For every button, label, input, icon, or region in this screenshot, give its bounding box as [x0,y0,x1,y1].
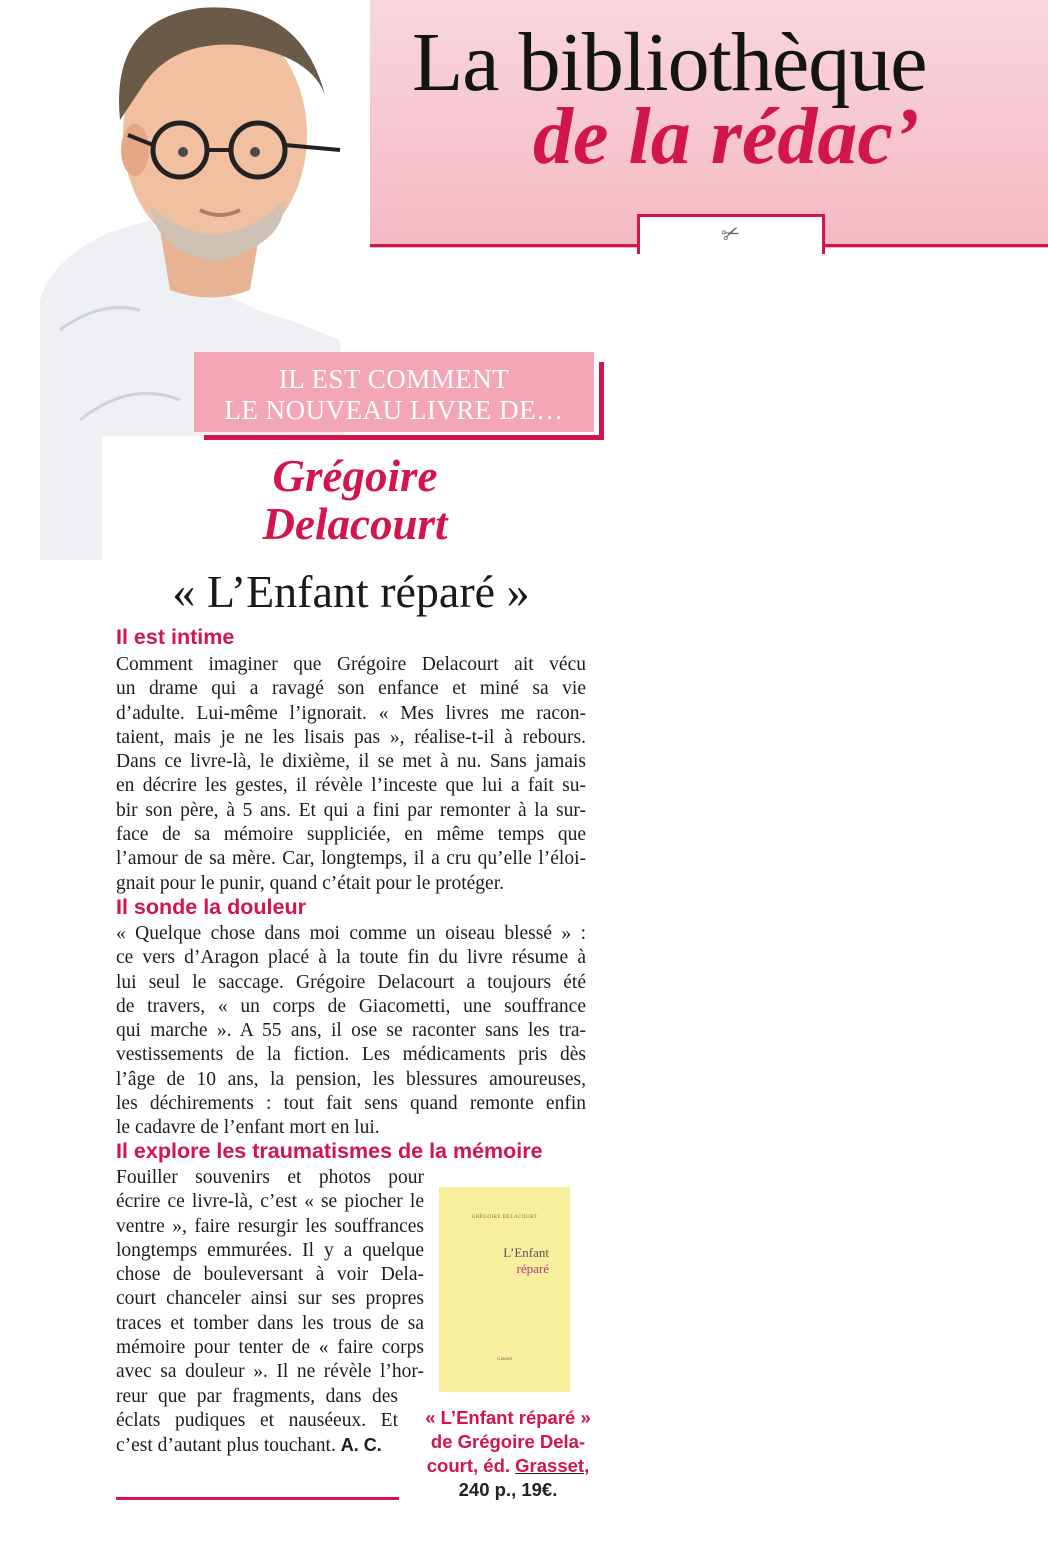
bottom-rule [116,1497,399,1500]
section-body [116,653,586,896]
text-line: Comment imaginer que Grégoire Delacourt ait vécu [116,654,586,675]
caption-byline: de Grégoire Dela- [430,1431,586,1452]
author-initials: A. C. [340,1435,382,1456]
cover-title-line-1: L’Enfant [503,1245,549,1260]
text-line: « Quelque chose dans moi comme un oiseau blessé » : [116,923,586,944]
caption-title: « L’Enfant réparé » [425,1407,591,1428]
caption-comma: , [584,1455,590,1476]
section-body [116,1166,424,1459]
text-line: ventre », faire resurgir les souffrances [116,1215,424,1237]
kicker-line-1: IL EST COMMENT [278,364,510,394]
kicker-line-2: LE NOUVEAU LIVRE DE… [224,395,564,425]
text-line: de travers, « un corps de Giacometti, une souffrance [116,995,586,1017]
text-line: court chanceler ainsi sur ses propres [116,1288,424,1310]
text-line: écrire ce livre-là, c’est « se piocher le [116,1191,424,1213]
page-subtitle: de la rédac’ [533,93,920,181]
book-cover [439,1187,570,1392]
scissors-icon: ✂ [718,219,745,250]
text-line: face de sa mémoire suppliciée, en même temps que [116,824,586,846]
text-line: vestissements de la fiction. Les médicaments pris dès [116,1044,586,1066]
cover-author: GRÉGOIRE DELACOURT [471,1215,538,1220]
text-line: ce vers d’Aragon placé à la toute fin du livre résume à [116,947,586,969]
text-line: longtemps emmurées. Il y a quelque [116,1239,424,1261]
author-first-name: Grégoire [272,451,438,501]
page-title: La bibliothèque [412,16,927,109]
text-line: mémoire pour tenter de « faire corps [116,1337,424,1359]
text-line: chose de bouleversant à voir Dela- [116,1264,424,1286]
text-line: gnait pour le punir, quand c’était pour le protéger. [116,872,505,894]
text-line: l’âge de 10 ans, la pension, les blessures amoureuses, [116,1068,586,1090]
last-line-text: c’est d’autant plus touchant. [116,1435,336,1457]
text-line: qui marche ». A 55 ans, il ose se raconter sans les tra- [116,1020,586,1042]
kicker-banner [194,352,594,432]
text-line: un drame qui a ravagé son enfance et miné sa vie [116,678,586,700]
section-heading: Il explore les traumatismes de la mémoire [116,1139,543,1163]
caption-edition-label: court, éd. [426,1455,511,1476]
text-line: Fouiller souvenirs et photos pour [116,1167,424,1188]
section-heading: Il sonde la douleur [116,895,306,919]
text-line: l’amour de sa mère. Car, longtemps, il a cru qu’elle l’éloi- [116,848,586,870]
text-line: les déchirements : tout fait sens quand remonte enfin [116,1093,586,1115]
caption-edition [413,1454,603,1478]
cover-title-line-2: réparé [516,1261,549,1276]
book-title: « L’Enfant réparé » [172,566,530,617]
text-line: taient, mais je ne les lisais pas », réalise-t-il à rebours. [116,726,586,748]
cover-publisher: Grasset [497,1357,512,1362]
section-body [116,922,586,1141]
caption-details: 240 p., 19€. [458,1479,558,1500]
text-line: le cadavre de l’enfant mort en lui. [116,1117,380,1139]
text-line: bir son père, à 5 ans. Et qui a fini par remonter à la sur- [116,799,586,821]
text-line: en décrire les gestes, il révèle l’inceste que lui a fait su- [116,775,586,797]
text-line: lui seul le saccage. Grégoire Delacourt a toujours été [116,971,586,993]
text-line: Dans ce livre-là, le dixième, il se met à nu. Sans jamais [116,751,586,773]
text-line: avec sa douleur ». Il ne révèle l’hor- [116,1361,424,1383]
text-line: traces et tomber dans les trous de sa [116,1312,424,1334]
author-last-name: Delacourt [262,499,448,549]
text-line: éclats pudiques et nauséeux. Et [116,1409,398,1431]
author-name [190,452,520,548]
text-line [116,1433,424,1458]
caption-publisher: Grasset [515,1455,585,1476]
cover-title [459,1245,549,1277]
text-line: d’adulte. Lui-même l’ignorait. « Mes livres me racon- [116,702,586,724]
section-heading: Il est intime [116,625,235,649]
book-caption [413,1406,603,1502]
text-line: reur que par fragments, dans des [116,1385,398,1407]
